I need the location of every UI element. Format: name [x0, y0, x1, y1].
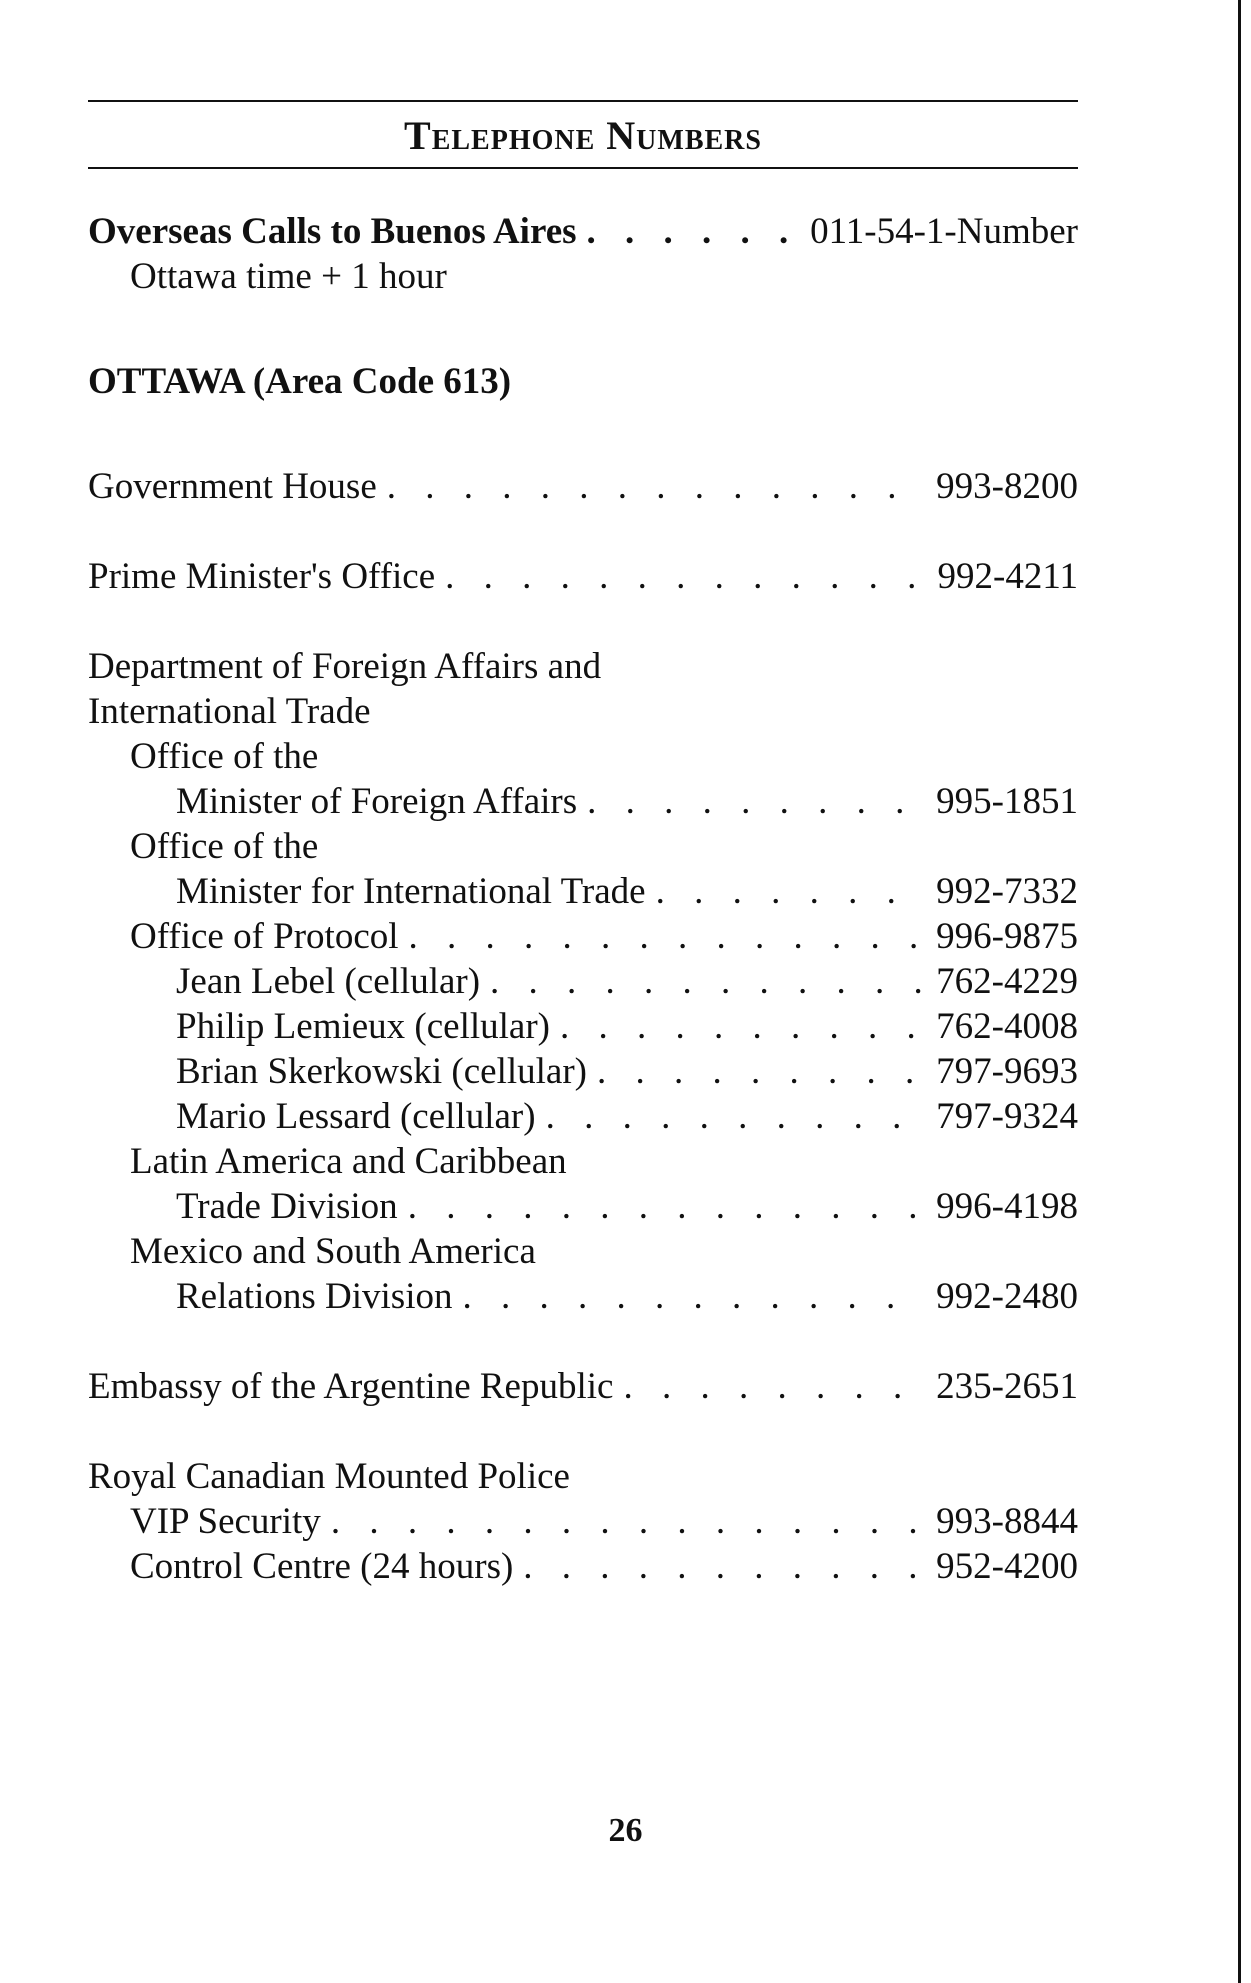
leader-dots — [409, 914, 927, 959]
leader-dots — [331, 1499, 926, 1544]
entry-label: International Trade — [88, 691, 371, 732]
leader-dots — [546, 1094, 927, 1139]
entry-label: Minister of Foreign Affairs — [176, 781, 578, 822]
protocol-entry — [88, 914, 1078, 959]
leader-dots — [656, 869, 927, 914]
entry-number: 996-9875 — [936, 916, 1078, 957]
telephone-page — [88, 100, 1078, 1589]
lessard-entry — [88, 1094, 1078, 1139]
entry-label: Overseas Calls to Buenos Aires — [88, 211, 577, 252]
leader-dots — [445, 554, 927, 599]
minister-it-entry — [88, 869, 1078, 914]
entry-label: Trade Division — [176, 1186, 398, 1227]
ottawa-heading-text: OTTAWA (Area Code 613) — [88, 361, 512, 402]
leader-dots — [387, 464, 926, 509]
leader-dots — [587, 779, 926, 824]
latin-pre — [88, 1139, 1078, 1184]
entry-number: 797-9324 — [936, 1096, 1078, 1137]
lebel-entry — [88, 959, 1078, 1004]
entry-number: 995-1851 — [936, 781, 1078, 822]
dfait-heading-line2 — [88, 689, 1078, 734]
latin-entry — [88, 1184, 1078, 1229]
entry-label: Philip Lemieux (cellular) — [176, 1006, 550, 1047]
entry-note: Ottawa time + 1 hour — [130, 256, 447, 297]
leader-dots — [597, 1049, 926, 1094]
mexico-pre — [88, 1229, 1078, 1274]
leader-dots — [408, 1184, 926, 1229]
entry-label: Office of the — [130, 736, 319, 777]
leader-dots — [560, 1004, 926, 1049]
entry-number: 992-2480 — [936, 1276, 1078, 1317]
page-number: 26 — [608, 1812, 643, 1849]
entry-number: 762-4229 — [936, 961, 1078, 1002]
entry-number: 996-4198 — [936, 1186, 1078, 1227]
entry-label: Mexico and South America — [130, 1231, 536, 1272]
government-house-entry — [88, 464, 1078, 509]
page-edge-line — [1238, 0, 1241, 1983]
entry-number: 762-4008 — [936, 1006, 1078, 1047]
entry-number: 235-2651 — [936, 1366, 1078, 1407]
entry-number: 992-7332 — [936, 871, 1078, 912]
skerkowski-entry — [88, 1049, 1078, 1094]
entry-number: 952-4200 — [936, 1546, 1078, 1587]
minister-fa-pre — [88, 734, 1078, 779]
entry-label: Relations Division — [176, 1276, 453, 1317]
leader-dots — [523, 1544, 926, 1589]
leader-dots — [587, 209, 801, 254]
entry-number: 992-4211 — [937, 556, 1078, 597]
entry-label: Mario Lessard (cellular) — [176, 1096, 536, 1137]
entry-label: Government House — [88, 466, 377, 507]
entry-number: 797-9693 — [936, 1051, 1078, 1092]
entry-label: Minister for International Trade — [176, 871, 646, 912]
control-centre-entry — [88, 1544, 1078, 1589]
entry-number: 993-8200 — [936, 466, 1078, 507]
entry-label: Office of Protocol — [130, 916, 399, 957]
ottawa-heading — [88, 359, 1078, 404]
leader-dots — [623, 1364, 926, 1409]
entry-label: Department of Foreign Affairs and — [88, 646, 602, 687]
entry-label: Office of the — [130, 826, 319, 867]
minister-fa-entry — [88, 779, 1078, 824]
entry-label: Royal Canadian Mounted Police — [88, 1456, 570, 1497]
entry-label: Embassy of the Argentine Republic — [88, 1366, 614, 1407]
entry-label: Latin America and Caribbean — [130, 1141, 567, 1182]
entry-label: Jean Lebel (cellular) — [176, 961, 481, 1002]
vip-security-entry — [88, 1499, 1078, 1544]
entry-number: 011-54-1-Number — [810, 211, 1078, 252]
overseas-entry — [88, 209, 1078, 254]
entry-label: Control Centre (24 hours) — [130, 1546, 514, 1587]
lemieux-entry — [88, 1004, 1078, 1049]
mexico-entry — [88, 1274, 1078, 1319]
minister-it-pre — [88, 824, 1078, 869]
section-heading: Telephone Numbers — [404, 113, 762, 158]
entry-label: Prime Minister's Office — [88, 556, 436, 597]
entry-label: VIP Security — [130, 1501, 321, 1542]
overseas-note — [88, 254, 1078, 299]
pmo-entry — [88, 554, 1078, 599]
leader-dots — [490, 959, 926, 1004]
rcmp-heading — [88, 1454, 1078, 1499]
dfait-heading-line1 — [88, 644, 1078, 689]
entry-label: Brian Skerkowski (cellular) — [176, 1051, 587, 1092]
embassy-entry — [88, 1364, 1078, 1409]
entry-number: 993-8844 — [936, 1501, 1078, 1542]
leader-dots — [462, 1274, 926, 1319]
